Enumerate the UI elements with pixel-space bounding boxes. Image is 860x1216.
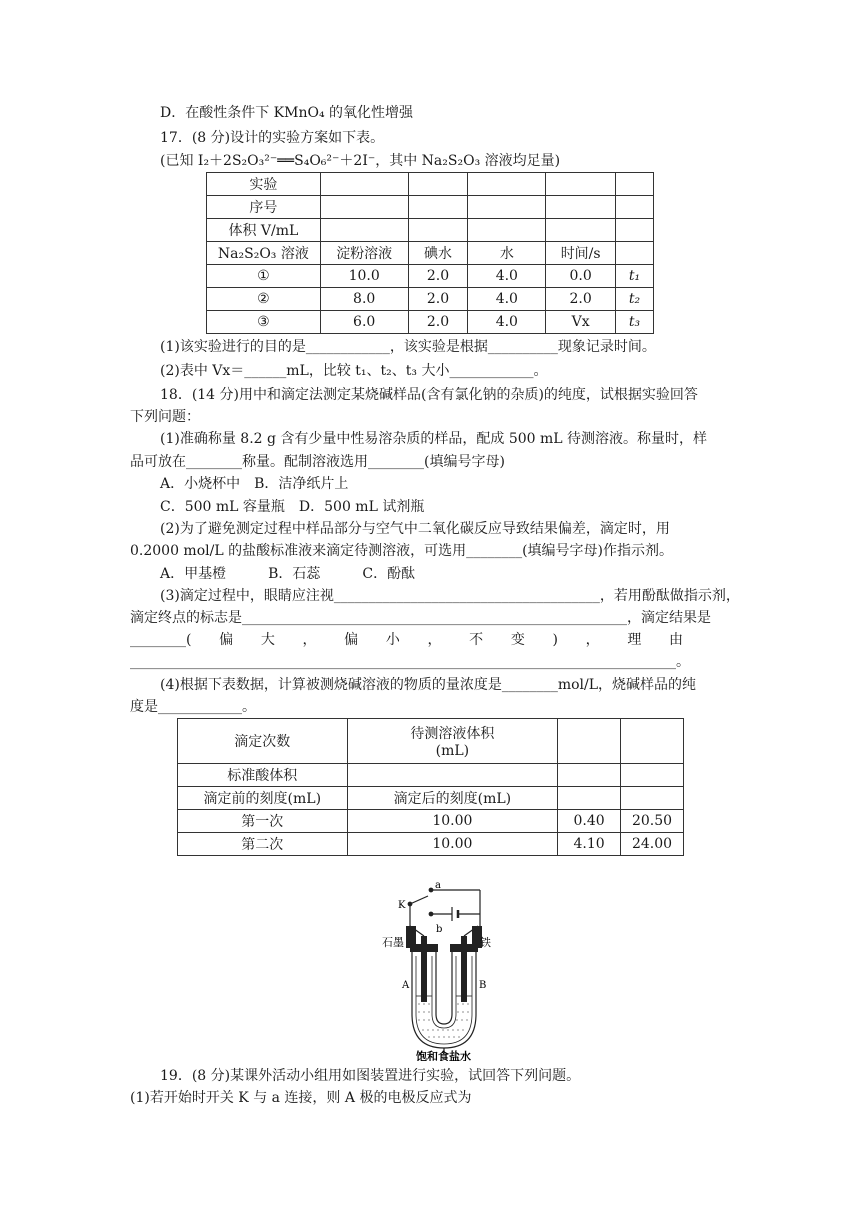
q17-table-cell: 6.0 — [320, 311, 408, 334]
q17-table-cell: 2.0 — [408, 265, 468, 288]
q18-part2-b: 0.2000 mol/L 的盐酸标准液来滴定待测溶液，可选用________(填编号字母)作指示剂。 — [130, 543, 674, 559]
q18-table-cell — [558, 764, 621, 787]
q19-part1: (1)若开始时开关 K 与 a 连接，则 A 极的电极反应式为 — [130, 1090, 472, 1106]
q18-table-cell — [558, 719, 621, 764]
iron-label: 铁 — [480, 936, 491, 949]
q18-table-cell: 20.50 — [621, 810, 684, 833]
q17-table-cell: 4.0 — [468, 265, 546, 288]
q18-part3-c-word: 偏 — [219, 632, 234, 648]
q18-part3-c-word: 偏 — [344, 632, 359, 648]
q18-table-cell: 标准酸体积 — [178, 764, 348, 787]
q17-part1: (1)该实验进行的目的是____________，该实验是根据__________现象记录时间。 — [160, 339, 656, 355]
q17-table — [206, 172, 654, 334]
q17-table-cell — [320, 219, 408, 242]
q18-table-cell: 10.00 — [347, 810, 558, 833]
q17-table-cell — [320, 173, 408, 196]
q18-table-row — [178, 787, 684, 810]
q18-part1-a: (1)准确称量 8.2 g 含有少量中性易溶杂质的样品，配成 500 mL 待测溶液。称量时，样 — [160, 431, 708, 447]
q17-table-cell: 4.0 — [468, 311, 546, 334]
q18-table-cell: 第二次 — [178, 833, 348, 856]
q18-table-cell — [558, 787, 621, 810]
q18-part3-c-word: 小 — [385, 632, 400, 648]
q17-table-row — [207, 196, 654, 219]
q18-part3-c-word: 大 — [260, 632, 275, 648]
q18-table — [177, 718, 684, 856]
q18-table-row — [178, 810, 684, 833]
q18-part3-c-word: 变 — [510, 632, 525, 648]
q17-table-cell: 2.0 — [546, 288, 616, 311]
q17-table-cell — [616, 196, 654, 219]
q18-part3-c-word: 由 — [669, 632, 683, 648]
q18-part3-c — [130, 630, 683, 650]
q18-table-cell — [347, 764, 558, 787]
q17-table-cell — [408, 173, 468, 196]
q17-table-cell: ③ — [207, 311, 321, 334]
q17-table-cell: 碘水 — [408, 242, 468, 265]
q18-heading-a: 18．(14 分)用中和滴定法测定某烧碱样品(含有氯化钠的杂质)的纯度，试根据实验回答 — [160, 387, 698, 403]
q18-table-cell: 4.10 — [558, 833, 621, 856]
q18-table-row — [178, 764, 684, 787]
q18-table-cell: 第一次 — [178, 810, 348, 833]
q17-table-cell — [546, 196, 616, 219]
q18-part3-c-word: 理 — [627, 632, 642, 648]
q17-table-cell — [546, 173, 616, 196]
q18-table-cell: 滴定前的刻度(mL) — [178, 787, 348, 810]
q17-table-cell: 8.0 — [320, 288, 408, 311]
q17-table-cell: t₁ — [616, 265, 654, 288]
q18-part3-c-word: 不 — [469, 632, 484, 648]
q18-part1-options-ab: A．小烧杯中 B．洁净纸片上 — [160, 476, 349, 492]
q18-table-row — [178, 719, 684, 764]
q17-table-cell: ① — [207, 265, 321, 288]
q17-table-row — [207, 265, 654, 288]
q17-table-cell: ② — [207, 288, 321, 311]
q17-table-cell — [546, 219, 616, 242]
q18-part4-a: (4)根据下表数据，计算被测烧碱溶液的物质的量浓度是________mol/L，烧碱样品的纯 — [160, 677, 697, 693]
q17-table-cell — [408, 219, 468, 242]
electrolysis-apparatus-figure — [380, 876, 510, 1061]
q18-part3-c-word: ， — [585, 632, 600, 648]
switch-terminal-b-label: b — [436, 924, 443, 935]
switch-terminal-a-label: a — [435, 880, 441, 891]
q18-table-cell: 滴定次数 — [178, 719, 348, 764]
q17-table-cell: 2.0 — [408, 288, 468, 311]
q17-table-cell: t₃ — [616, 311, 654, 334]
q18-table-cell: 10.00 — [347, 833, 558, 856]
q18-part2-a: (2)为了避免测定过程中样品部分与空气中二氧化碳反应导致结果偏差，滴定时，用 — [160, 521, 670, 537]
q18-table-cell: 0.40 — [558, 810, 621, 833]
q18-table-row — [178, 833, 684, 856]
q17-table-cell: 4.0 — [468, 288, 546, 311]
q18-table-cell: 滴定后的刻度(mL) — [347, 787, 558, 810]
q18-table-cell: 24.00 — [621, 833, 684, 856]
q18-table-cell — [621, 764, 684, 787]
electrode-a-label: A — [402, 980, 410, 991]
q17-table-row — [207, 173, 654, 196]
q18-part1-b: 品可放在________称量。配制溶液选用________(填编号字母) — [130, 454, 505, 470]
q18-heading-b: 下列问题： — [130, 409, 200, 425]
q18-part1-options-cd: C．500 mL 容量瓶 D．500 mL 试剂瓶 — [160, 499, 425, 515]
q17-table-cell — [408, 196, 468, 219]
q17-table-cell — [616, 219, 654, 242]
q17-table-cell: t₂ — [616, 288, 654, 311]
d-option-line: D．在酸性条件下 KMnO₄ 的氧化性增强 — [160, 105, 414, 121]
q18-part3-d: ______________________________________________________________________________。 — [130, 654, 690, 670]
q17-table-cell — [616, 242, 654, 265]
q18-part4-b: 度是____________。 — [130, 699, 256, 715]
graphite-label: 石墨 — [382, 936, 404, 949]
q17-table-cell: Vx — [546, 311, 616, 334]
q17-table-cell — [468, 196, 546, 219]
q17-table-cell: 体积 V/mL — [207, 219, 321, 242]
q17-table-cell — [468, 173, 546, 196]
q17-table-cell: 10.0 — [320, 265, 408, 288]
q18-part3-b: 滴定终点的标志是_______________________________________________________，滴定结果是 — [130, 610, 711, 626]
q17-heading: 17．(8 分)设计的实验方案如下表。 — [160, 130, 385, 146]
q18-table-cell: 待测溶液体积 (mL) — [347, 719, 558, 764]
q17-table-cell: 淀粉溶液 — [320, 242, 408, 265]
q18-part3-c-word: ________( — [130, 632, 192, 648]
q17-table-row — [207, 219, 654, 242]
q17-table-row — [207, 288, 654, 311]
q17-table-row — [207, 311, 654, 334]
q18-table-cell — [621, 787, 684, 810]
q17-table-cell — [616, 173, 654, 196]
q18-part2-options: A．甲基橙 B．石蕊 C．酚酞 — [160, 566, 416, 582]
q17-table-cell: 实验 — [207, 173, 321, 196]
q17-table-cell — [468, 219, 546, 242]
q17-part2: (2)表中 Vx＝______mL，比较 t₁、t₂、t₃ 大小____________。 — [160, 363, 548, 379]
q19-heading: 19．(8 分)某课外活动小组用如图装置进行实验，试回答下列问题。 — [160, 1068, 581, 1084]
q18-part3-a: (3)滴定过程中，眼睛应注视______________________________________，若用酚酞做指示剂， — [160, 588, 740, 604]
q17-table-cell: Na₂S₂O₃ 溶液 — [207, 242, 321, 265]
electrode-b-label: B — [479, 980, 487, 991]
q18-part3-c-word: ) — [552, 632, 558, 648]
q18-part3-c-word: ， — [302, 632, 317, 648]
switch-k-label: K — [398, 900, 406, 911]
saturated-brine-caption: 饱和食盐水 — [416, 1050, 471, 1061]
q17-table-cell: 0.0 — [546, 265, 616, 288]
q18-table-cell — [621, 719, 684, 764]
q17-table-cell — [320, 196, 408, 219]
q17-note: (已知 I₂＋2S₂O₃²⁻══S₄O₆²⁻＋2I⁻，其中 Na₂S₂O₃ 溶液均足量) — [160, 153, 561, 169]
q17-table-cell: 2.0 — [408, 311, 468, 334]
q18-part3-c-word: ， — [427, 632, 442, 648]
q17-table-cell: 时间/s — [546, 242, 616, 265]
q17-table-row — [207, 242, 654, 265]
q17-table-cell: 水 — [468, 242, 546, 265]
q17-table-cell: 序号 — [207, 196, 321, 219]
